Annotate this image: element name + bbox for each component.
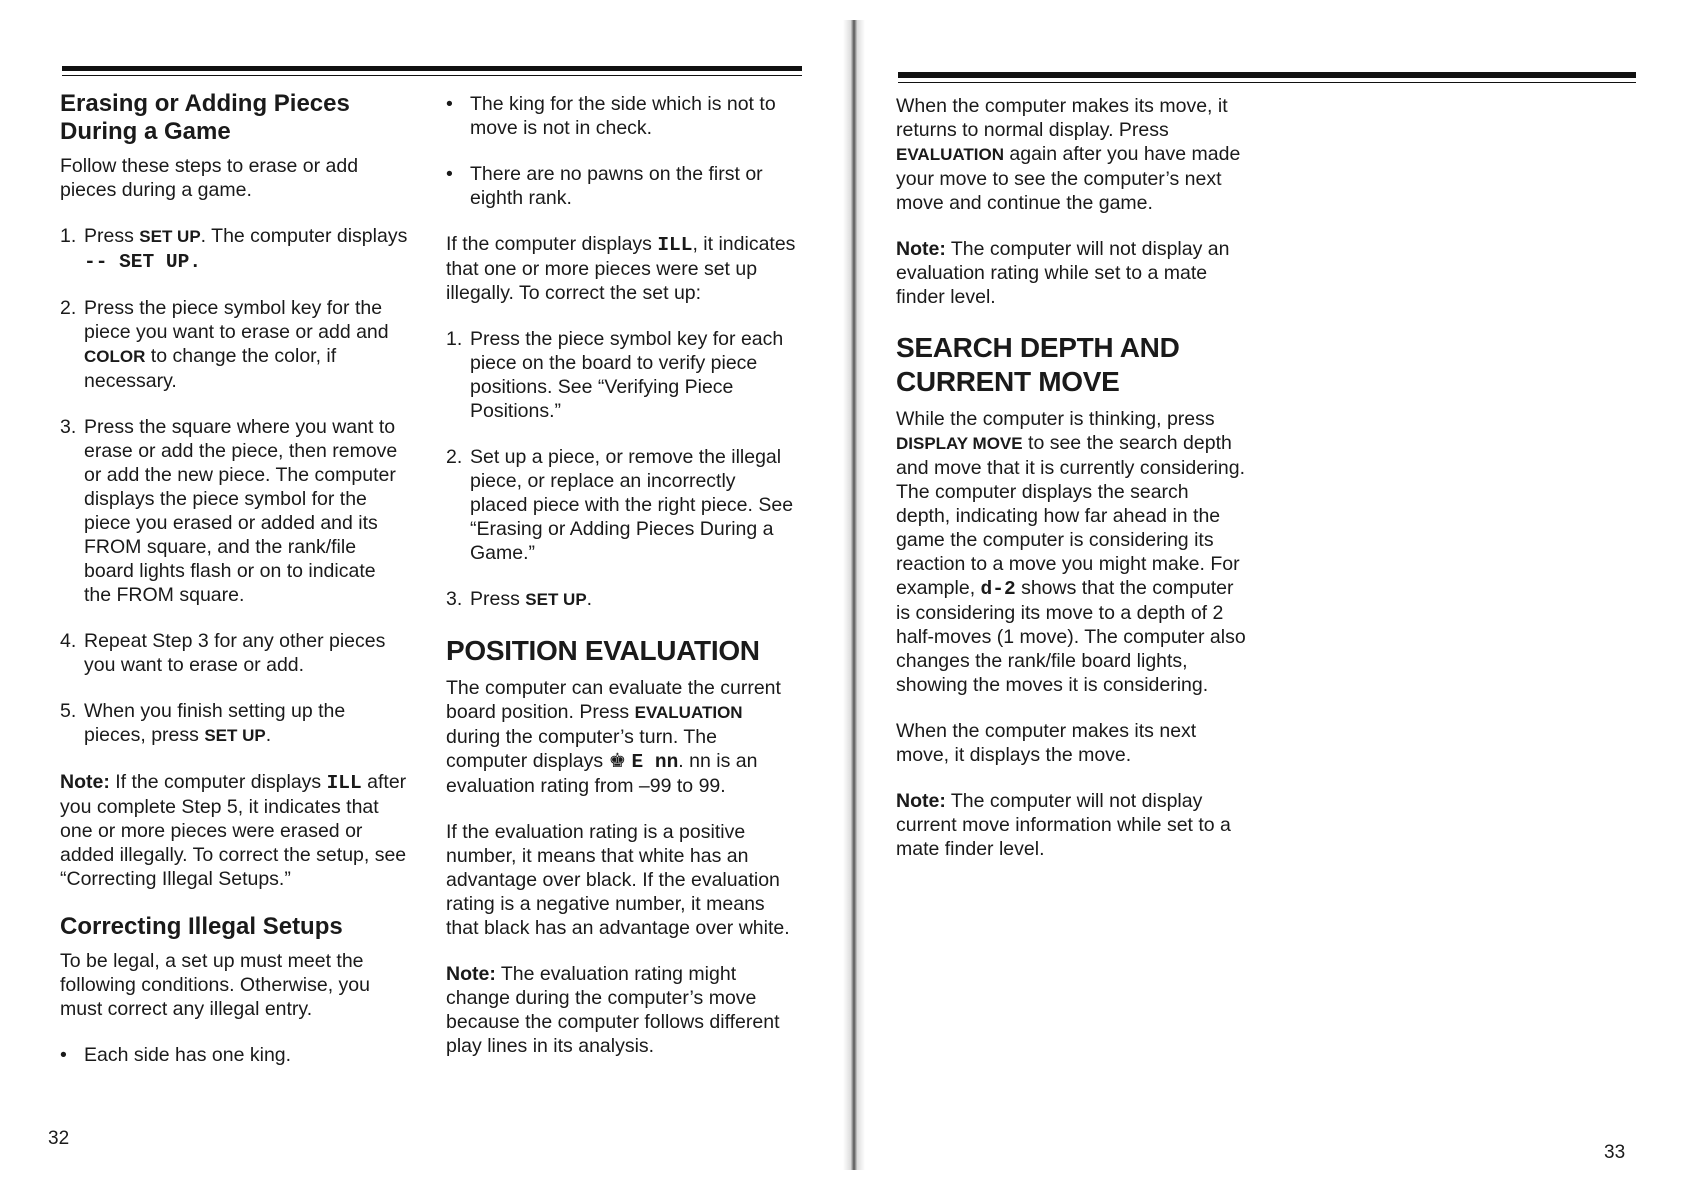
erase-steps-list: [60, 224, 408, 748]
note: Note: The computer will not display an evaluation rating while set to a mate finder level.: [896, 238, 1230, 308]
section-title-position-evaluation: POSITION EVALUATION: [446, 635, 760, 666]
page-number-left: 32: [48, 1128, 70, 1149]
top-rule-left: [62, 66, 802, 71]
list-item: 1. Press the piece symbol key for each piece on the board to verify piece positions. See “Verifying Piece Positions.”: [446, 328, 784, 422]
section-title-search-depth: SEARCH DEPTH AND CURRENT MOVE: [896, 332, 1180, 397]
left-column-2: [446, 92, 798, 1080]
list-item: 2. Press the piece symbol key for the piece you want to erase or add and COLOR to change the color, if necessary.: [60, 297, 389, 392]
display-readout: -- SET UP.: [84, 251, 202, 273]
legal-conditions-cont: [446, 92, 798, 210]
list-item: 3. Press the square where you want to erase or add the piece, then remove or add the new piece. The computer displays the piece symbol for the piece you erased or added and its FROM square, and the rank/file board lights flash or on to indicate the FROM square.: [60, 416, 398, 606]
right-column: [896, 94, 1248, 883]
return-text: When the computer makes its move, it returns to normal display. Press EVALUATION again after you have made your move to see the computer’s next move and continue the game.: [896, 95, 1241, 214]
top-rule-right: [898, 72, 1636, 78]
top-rule-right-thin: [898, 82, 1636, 83]
list-item: • Each side has one king.: [60, 1044, 292, 1066]
intro-text: Follow these steps to erase or add pieces during a game.: [60, 155, 359, 201]
note: Note: The evaluation rating might change during the computer’s move because the computer follows different play lines in its analysis.: [446, 963, 780, 1057]
list-item: • There are no pawns on the first or eighth rank.: [446, 163, 763, 209]
top-rule-left-thin: [62, 75, 802, 76]
left-column-1: [60, 90, 408, 1089]
ill-text: If the computer displays ILL, it indicates that one or more pieces were set up illegally. To correct the set up:: [446, 233, 796, 304]
page-number-right: 33: [1604, 1142, 1626, 1163]
legal-intro: To be legal, a set up must meet the following conditions. Otherwise, you must correct any illegal entry.: [60, 950, 370, 1020]
list-item: 1. Press SET UP. The computer displays -- SET UP.: [60, 225, 408, 273]
list-item: 5. When you finish setting up the pieces, press SET UP.: [60, 700, 346, 746]
subsection-title: Erasing or Adding Pieces During a Game: [60, 90, 350, 145]
search-text: While the computer is thinking, press DISPLAY MOVE to see the search depth and move that it is currently considering. The computer displays the search depth, indicating how far ahead in the game the computer is considering its reaction to a move you might make. For example, d-2 shows that the computer is considering its move to a depth of 2 half-moves (1 move). The computer also changes the rank/file board lights, showing the moves it is considering.: [896, 408, 1246, 696]
fix-steps-list: [446, 327, 798, 612]
list-item: 3. Press SET UP.: [446, 588, 593, 610]
note: Note: The computer will not display current move information while set to a mate finder level.: [896, 790, 1231, 860]
book-spine: [843, 20, 865, 1170]
list-item: 4. Repeat Step 3 for any other pieces you want to erase or add.: [60, 630, 386, 676]
subsection-title-correcting: Correcting Illegal Setups: [60, 913, 343, 940]
legal-conditions: [60, 1043, 408, 1067]
note: Note: If the computer displays ILL after you complete Step 5, it indicates that one or more pieces were erased or added illegally. To correct the setup, see “Correcting Illegal Setups.”: [60, 771, 407, 890]
eval-text-1: The computer can evaluate the current board position. Press EVALUATION during the computer’s turn. The computer displays ♚ E nn. nn is an evaluation rating from –99 to 99.: [446, 677, 781, 797]
list-item: 2. Set up a piece, or remove the illegal piece, or replace an incorrectly placed piece with the right piece. See “Erasing or Adding Pieces During a Game.”: [446, 446, 794, 564]
next-move-text: When the computer makes its next move, it displays the move.: [896, 720, 1197, 766]
king-icon: ♚: [608, 750, 632, 772]
eval-text-2: If the evaluation rating is a positive number, it means that white has an advantage over black. If the evaluation rating is a negative number, it means that black has an advantage over white.: [446, 821, 790, 939]
list-item: • The king for the side which is not to move is not in check.: [446, 93, 776, 139]
